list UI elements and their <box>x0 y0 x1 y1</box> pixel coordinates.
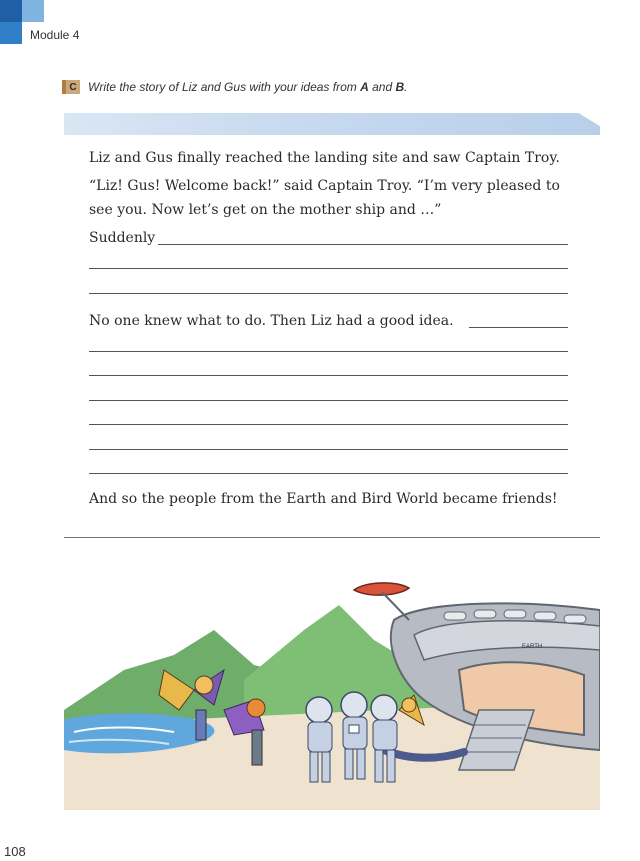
story-illustration <box>64 560 600 810</box>
write-line[interactable] <box>89 473 568 474</box>
page-number: 108 <box>4 844 26 859</box>
write-line[interactable] <box>89 400 568 401</box>
instruction <box>62 80 408 94</box>
write-line[interactable] <box>89 424 568 425</box>
corner-tab-dark <box>0 0 22 22</box>
section-badge: C <box>62 80 80 94</box>
instruction-text: Write the story of Liz and Gus with your ideas from A and B. <box>88 80 408 94</box>
write-line[interactable] <box>469 327 568 328</box>
section-divider <box>64 537 600 538</box>
write-line[interactable] <box>89 449 568 450</box>
prompt-suddenly: Suddenly <box>89 230 156 246</box>
story-paragraph-1: Liz and Gus finally reached the landing site and saw Captain Troy. <box>89 150 560 166</box>
story-paragraph-2: “Liz! Gus! Welcome back!” said Captain Troy. “I’m very pleased to see you. Now let’s get on the mother ship and …” <box>89 178 560 218</box>
write-line[interactable] <box>89 268 568 269</box>
corner-tab-light <box>22 0 44 22</box>
write-line[interactable] <box>89 375 568 376</box>
write-line[interactable] <box>158 244 568 245</box>
prompt-idea: No one knew what to do. Then Liz had a good idea. <box>89 313 454 329</box>
module-label: Module 4 <box>30 28 80 42</box>
story-ending: And so the people from the Earth and Bird World became friends! <box>89 491 558 507</box>
ship-label: EARTH <box>522 644 543 650</box>
header-band <box>64 113 600 135</box>
write-line[interactable] <box>89 351 568 352</box>
write-line[interactable] <box>89 293 568 294</box>
